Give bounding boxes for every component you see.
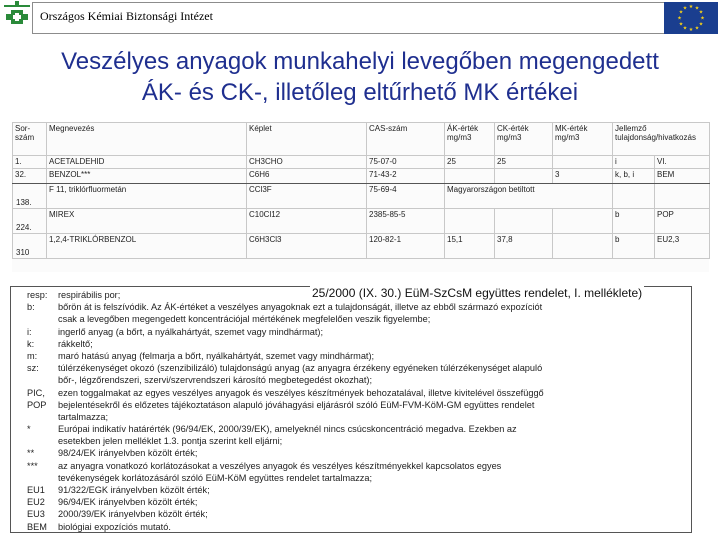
- legend-key: POP: [27, 399, 47, 410]
- header-cell: Megnevezés: [47, 123, 247, 156]
- legend-row: [11, 399, 691, 411]
- legend-key: m:: [27, 350, 38, 361]
- legend-text: maró hatású anyag (felmarja a bőrt, nyálkahártyát, szemet vagy mindhármat);: [58, 350, 375, 361]
- svg-text:★: ★: [678, 9, 684, 16]
- header-cell: MK-érték mg/m3: [553, 123, 613, 156]
- header-cell: CAS-szám: [367, 123, 445, 156]
- table-cell: b: [613, 234, 655, 259]
- table-row: [13, 184, 710, 209]
- table-cell: 3: [553, 169, 613, 184]
- legend-text: tevékenységek korlátozásáról szóló EüM-KöM együttes rendelet tartalmazza;: [58, 472, 373, 483]
- table-cell: F 11, triklórfluormetán: [47, 184, 247, 209]
- table-cell: 1.: [13, 156, 47, 169]
- table-cell: C6H6: [247, 169, 367, 184]
- svg-text:★: ★: [694, 25, 700, 32]
- legend-text: bőrön át is felszívódik. Az ÁK-értéket a veszélyes anyagoknak ezt a tulajdonságát, illetve az ebből származó expozíciót: [58, 302, 543, 313]
- table-cell: [553, 234, 613, 259]
- table-cell: [495, 169, 553, 184]
- table-cell: 37,8: [495, 234, 553, 259]
- legend-text: respirábilis por;: [58, 290, 121, 300]
- header-cell: Jellemző tulajdonság/hivatkozás: [613, 123, 710, 156]
- table-cell: k, b, i: [613, 169, 655, 184]
- table-cell: MIREX: [47, 209, 247, 234]
- table-cell: [613, 184, 655, 209]
- svg-text:★: ★: [694, 5, 700, 12]
- table-cell: BENZOL***: [47, 169, 247, 184]
- svg-text:★: ★: [700, 15, 705, 22]
- legend-text: biológiai expozíciós mutató.: [58, 521, 171, 532]
- table-cell: 1,2,4-TRIKLÓRBENZOL: [47, 234, 247, 259]
- table-row: [13, 209, 710, 234]
- header-cell: ÁK-érték mg/m3: [445, 123, 495, 156]
- svg-text:★: ★: [698, 21, 704, 28]
- legend-row: [11, 435, 691, 447]
- svg-text:★: ★: [688, 4, 694, 10]
- table-cell: 224.: [13, 209, 47, 234]
- slide-header: [0, 0, 720, 37]
- legend-row: [11, 313, 691, 325]
- title-line-1: Veszélyes anyagok munkahelyi levegőben megengedett: [61, 48, 659, 75]
- table-cell: [445, 209, 495, 234]
- svg-text:★: ★: [677, 15, 682, 22]
- legend-key: **: [27, 448, 35, 459]
- table-cell: 71-43-2: [367, 169, 445, 184]
- legend-row: [11, 521, 691, 533]
- legend-text: az anyagra vonatkozó korlátozásokat a veszélyes anyagok és veszélyes készítményekkel kapcsolatos egyes: [58, 460, 502, 471]
- legend-key: BEM: [27, 521, 47, 532]
- table-cell: i: [613, 156, 655, 169]
- chemical-table: [12, 122, 710, 259]
- legend-text: 98/24/EK irányelvben közölt érték;: [58, 448, 198, 459]
- table-cell: Magyarországon betiltott: [445, 184, 613, 209]
- table-cell: 25: [495, 156, 553, 169]
- table-header-row: [13, 123, 710, 156]
- table-cell: 32.: [13, 169, 47, 184]
- table-cell: EU2,3: [655, 234, 710, 259]
- table-cell: C6H3Cl3: [247, 234, 367, 259]
- legend-key: ***: [27, 460, 38, 471]
- header-cell: CK-érték mg/m3: [495, 123, 553, 156]
- legend-text: 96/94/EK irányelvben közölt érték;: [58, 497, 198, 508]
- table-cell: 120-82-1: [367, 234, 445, 259]
- legend-row: [11, 301, 691, 313]
- legend-text: 91/322/EGK irányelvben közölt érték;: [58, 485, 210, 495]
- slide-title: [0, 46, 720, 108]
- table-row: [13, 169, 710, 184]
- table-cell: 15,1: [445, 234, 495, 259]
- legend-key: *: [27, 424, 31, 435]
- table-cell: 25: [445, 156, 495, 169]
- svg-text:★: ★: [678, 21, 684, 28]
- legend-text: ingerlő anyag (a bőrt, a nyálkahártyát, szemet vagy mindhármat);: [58, 326, 324, 337]
- table-cell: [553, 209, 613, 234]
- legend-key: sz:: [27, 363, 39, 374]
- legend-text: bejelentésekről és előzetes tájékoztatáson alapuló jóváhagyási eljárásról szóló EüM-FVM-KöM-GM együttes rendelet: [58, 399, 535, 410]
- legend-key: b:: [27, 302, 35, 313]
- legend-text: ezen toggalmakat az egyes veszélyes anyagok és veszélyes készítmények behozatalával, illetve kivitelével összefüggő: [58, 387, 544, 398]
- table-cell: 310: [13, 234, 47, 259]
- legend-row: [11, 484, 691, 496]
- institute-name: Országos Kémiai Biztonsági Intézet: [40, 9, 213, 23]
- table-cell: VI.: [655, 156, 710, 169]
- legend-text: túlérzékenységet okozó (szenzibilizáló) tulajdonságú anyag (az anyagra érzékeny egyéneken túlérzékenységet alapuló: [58, 363, 543, 374]
- svg-text:★: ★: [698, 9, 704, 16]
- legend-key: EU2: [27, 497, 45, 508]
- legend-row: [11, 508, 691, 520]
- legend-row: [11, 374, 691, 386]
- legend-text: Európai indikatív határérték (96/94/EK, 2000/39/EK), amelyeknél nincs csúcskoncentráció megadva. Ezekben az: [58, 424, 517, 435]
- table-cell: [655, 184, 710, 209]
- table-cell: POP: [655, 209, 710, 234]
- legend-key: i:: [27, 326, 32, 337]
- legend-row: [11, 411, 691, 423]
- source-citation: 25/2000 (IX. 30.) EüM-SzCsM együttes rendelet, I. melléklete): [312, 286, 643, 300]
- legend-text: tartalmazza;: [58, 411, 109, 422]
- title-line-2: ÁK- és CK-, illetőleg eltűrhető MK értékei: [141, 79, 579, 106]
- legend-key: resp:: [27, 290, 48, 300]
- legend-row: [11, 472, 691, 484]
- legend-key: k:: [27, 338, 35, 349]
- legend-text: bőr-, légzőrendszeri, szervi/szervrendszeri károsító megbetegedést okozhat);: [58, 375, 373, 386]
- legend-row: [11, 338, 691, 350]
- eu-flag-icon: [664, 2, 718, 34]
- legend-row: [11, 387, 691, 399]
- table-cell: [495, 209, 553, 234]
- legend-key: EU3: [27, 509, 45, 520]
- legend-row: [11, 423, 691, 435]
- legend-row: [11, 447, 691, 459]
- table-cell: 138.: [13, 184, 47, 209]
- legend-key: EU1: [27, 485, 45, 495]
- legend-row: [11, 362, 691, 374]
- legend-text: rákkeltő;: [58, 338, 93, 349]
- legend-row: [11, 326, 691, 338]
- green-cross-logo-icon: [2, 0, 32, 30]
- legend-text: 2000/39/EK irányelvben közölt érték;: [58, 509, 208, 520]
- table-cell: [553, 156, 613, 169]
- table-cell: 75-69-4: [367, 184, 445, 209]
- table-cell: b: [613, 209, 655, 234]
- table-cell: [445, 169, 495, 184]
- table-cell: BEM: [655, 169, 710, 184]
- table-cell: CCl3F: [247, 184, 367, 209]
- table-cell: CH3CHO: [247, 156, 367, 169]
- abbreviation-legend: [10, 286, 692, 533]
- table-row: [13, 234, 710, 259]
- svg-text:★: ★: [682, 5, 688, 12]
- chemical-table-image: [12, 122, 709, 272]
- header-cell: Képlet: [247, 123, 367, 156]
- svg-text:★: ★: [682, 25, 688, 32]
- legend-text: csak a levegőben megengedett koncentrációjal mértékének megfelelően veszik figyelembe;: [58, 314, 431, 325]
- legend-row: [11, 350, 691, 362]
- legend-row: [11, 460, 691, 472]
- legend-key: PIC,: [27, 387, 45, 398]
- table-cell: C10Cl12: [247, 209, 367, 234]
- legend-text: esetekben jelen melléklet 1.3. pontja szerint kell eljárni;: [58, 436, 283, 447]
- table-row: [13, 156, 710, 169]
- table-cell: 75-07-0: [367, 156, 445, 169]
- svg-text:★: ★: [688, 27, 694, 33]
- table-cell: 2385-85-5: [367, 209, 445, 234]
- header-cell: Sor- szám: [13, 123, 47, 156]
- table-cell: ACETALDEHID: [47, 156, 247, 169]
- legend-row: [11, 496, 691, 508]
